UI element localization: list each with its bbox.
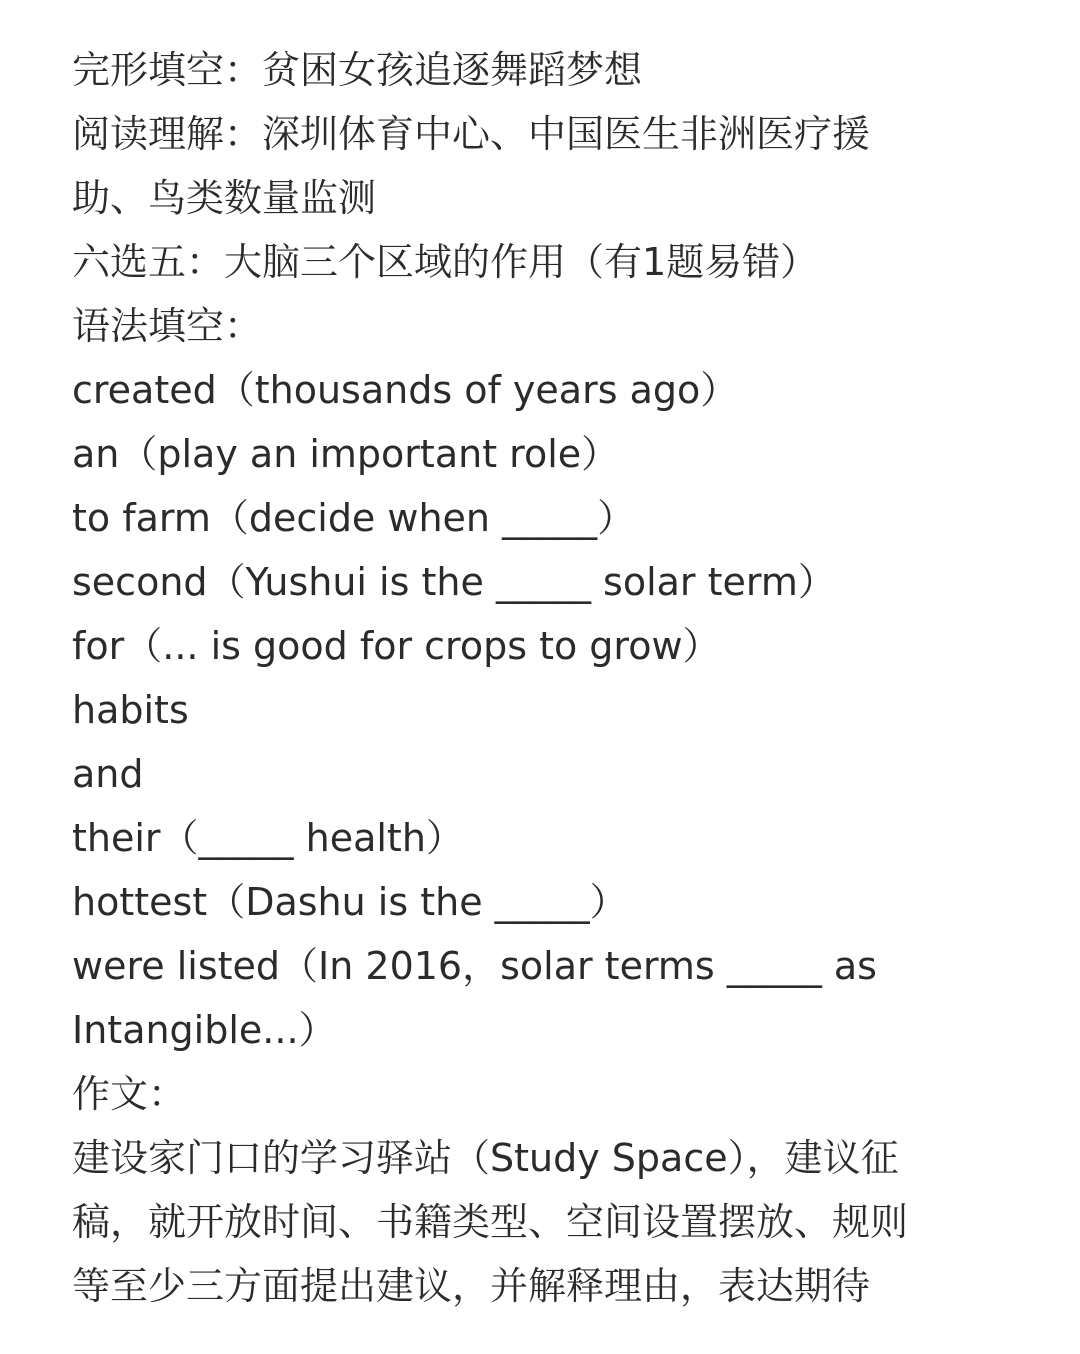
note-line: 稿，就开放时间、书籍类型、空间设置摆放、规则 (72, 1200, 909, 1244)
note-line: Intangible...） (72, 1008, 337, 1052)
note-line: to farm（decide when _____） (72, 496, 636, 540)
note-line: 阅读理解：深圳体育中心、中国医生非洲医疗援 (72, 112, 871, 156)
note-line: 作文： (72, 1072, 187, 1116)
note-line: 语法填空： (72, 304, 263, 348)
note-line: for（... is good for crops to grow） (72, 624, 721, 668)
note-line: created（thousands of years ago） (72, 368, 739, 412)
note-line: 建设家门口的学习驿站（Study Space），建议征 (72, 1136, 899, 1180)
note-line: 六选五：大脑三个区域的作用（有1题易错） (72, 240, 819, 284)
note-body (72, 38, 1012, 1318)
note-line: second（Yushui is the _____ solar term） (72, 560, 836, 604)
note-line: 完形填空：贫困女孩追逐舞蹈梦想 (72, 48, 643, 92)
note-line: and (72, 752, 144, 796)
note-line: their（_____ health） (72, 816, 464, 860)
note-line: 等至少三方面提出建议，并解释理由，表达期待 (72, 1264, 871, 1308)
note-line: were listed（In 2016，solar terms _____ as (72, 944, 877, 988)
note-line: 助、鸟类数量监测 (72, 176, 377, 220)
note-line: an（play an important role） (72, 432, 620, 476)
note-line: habits (72, 688, 189, 732)
note-line: hottest（Dashu is the _____） (72, 880, 628, 924)
